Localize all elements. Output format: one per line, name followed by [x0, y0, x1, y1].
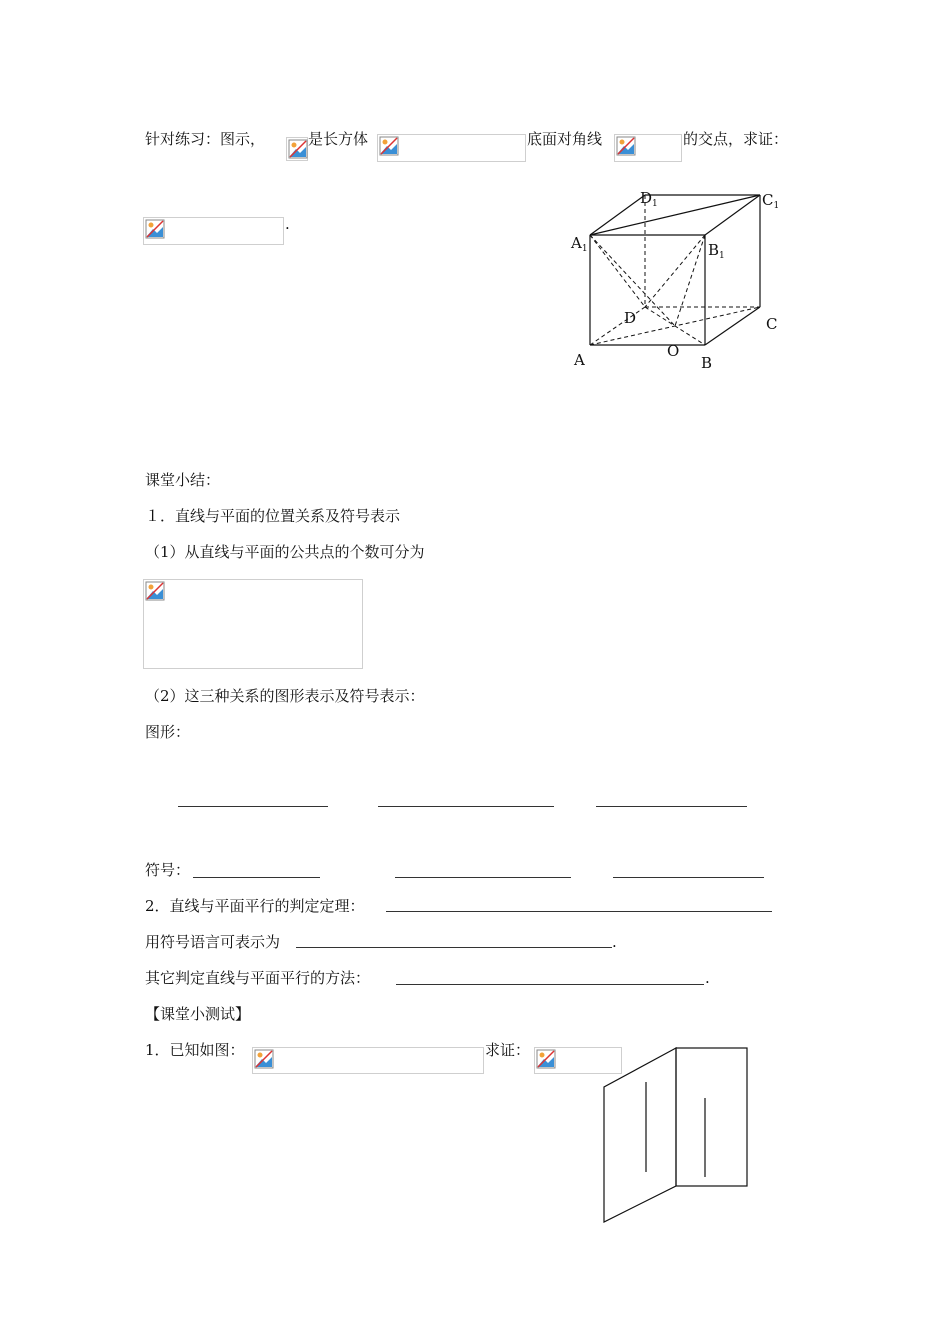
- image-placeholder-cuboid: [377, 134, 526, 162]
- summary-item1-1: （1）从直线与平面的公共点的个数可分为: [145, 543, 425, 561]
- exercise-intro-2: 是长方体: [308, 130, 369, 148]
- symbol-label: 符号：: [145, 861, 191, 879]
- image-placeholder-relations: [143, 579, 363, 669]
- label-C: C: [766, 315, 778, 333]
- image-placeholder-point: [286, 137, 308, 161]
- label-A: A: [574, 351, 585, 369]
- label-C1: $C_1$: [762, 191, 780, 211]
- symbol-language-blank[interactable]: [296, 947, 612, 948]
- summary-item1-2: （2）这三种关系的图形表示及符号表示：: [145, 687, 425, 705]
- broken-image-icon: [145, 581, 165, 601]
- quiz-heading: 【课堂小测试】: [145, 1005, 251, 1023]
- label-A1: $A_1$: [571, 234, 588, 254]
- broken-image-icon: [145, 219, 165, 239]
- shape-blank-1[interactable]: [178, 806, 328, 807]
- symbol-language-end: .: [612, 933, 617, 951]
- proof-end: .: [285, 215, 290, 233]
- symbol-blank-1[interactable]: [193, 877, 320, 878]
- exercise-intro-1: 针对练习：图示，: [145, 130, 266, 148]
- summary-item2-symbol: 用符号语言可表示为: [145, 933, 281, 951]
- image-placeholder-diagonal: [614, 134, 682, 162]
- image-placeholder-given: [252, 1047, 484, 1074]
- quiz-q1-prefix: 1．已知如图：: [145, 1041, 245, 1059]
- broken-image-icon: [616, 136, 636, 156]
- label-D1: $D_1$: [640, 189, 658, 209]
- summary-item1: １．直线与平面的位置关系及符号表示: [145, 507, 401, 525]
- planes-figure: [595, 1040, 755, 1230]
- broken-image-icon: [536, 1049, 556, 1069]
- label-B1: $B_1$: [708, 241, 725, 261]
- broken-image-icon: [379, 136, 399, 156]
- shape-label: 图形：: [145, 723, 191, 741]
- label-B: B: [701, 354, 713, 372]
- shape-blank-2[interactable]: [378, 806, 554, 807]
- symbol-blank-2[interactable]: [395, 877, 571, 878]
- summary-item2-other: 其它判定直线与平面平行的方法：: [145, 969, 371, 987]
- quiz-q1-prove: 求证：: [485, 1041, 531, 1059]
- label-D: D: [624, 309, 637, 327]
- other-methods-blank[interactable]: [396, 984, 704, 985]
- summary-heading: 课堂小结：: [145, 471, 221, 489]
- summary-item2: 2．直线与平面平行的判定定理：: [145, 897, 365, 915]
- other-methods-end: .: [705, 969, 710, 987]
- exercise-intro-4: 的交点，求证：: [683, 130, 789, 148]
- broken-image-icon: [288, 139, 308, 159]
- broken-image-icon: [254, 1049, 274, 1069]
- label-O: O: [667, 342, 680, 360]
- image-placeholder-proof: [143, 217, 284, 245]
- shape-blank-3[interactable]: [596, 806, 747, 807]
- theorem-blank[interactable]: [386, 911, 772, 912]
- exercise-intro-3: 底面对角线: [527, 130, 603, 148]
- symbol-blank-3[interactable]: [613, 877, 764, 878]
- cuboid-figure: [560, 185, 790, 375]
